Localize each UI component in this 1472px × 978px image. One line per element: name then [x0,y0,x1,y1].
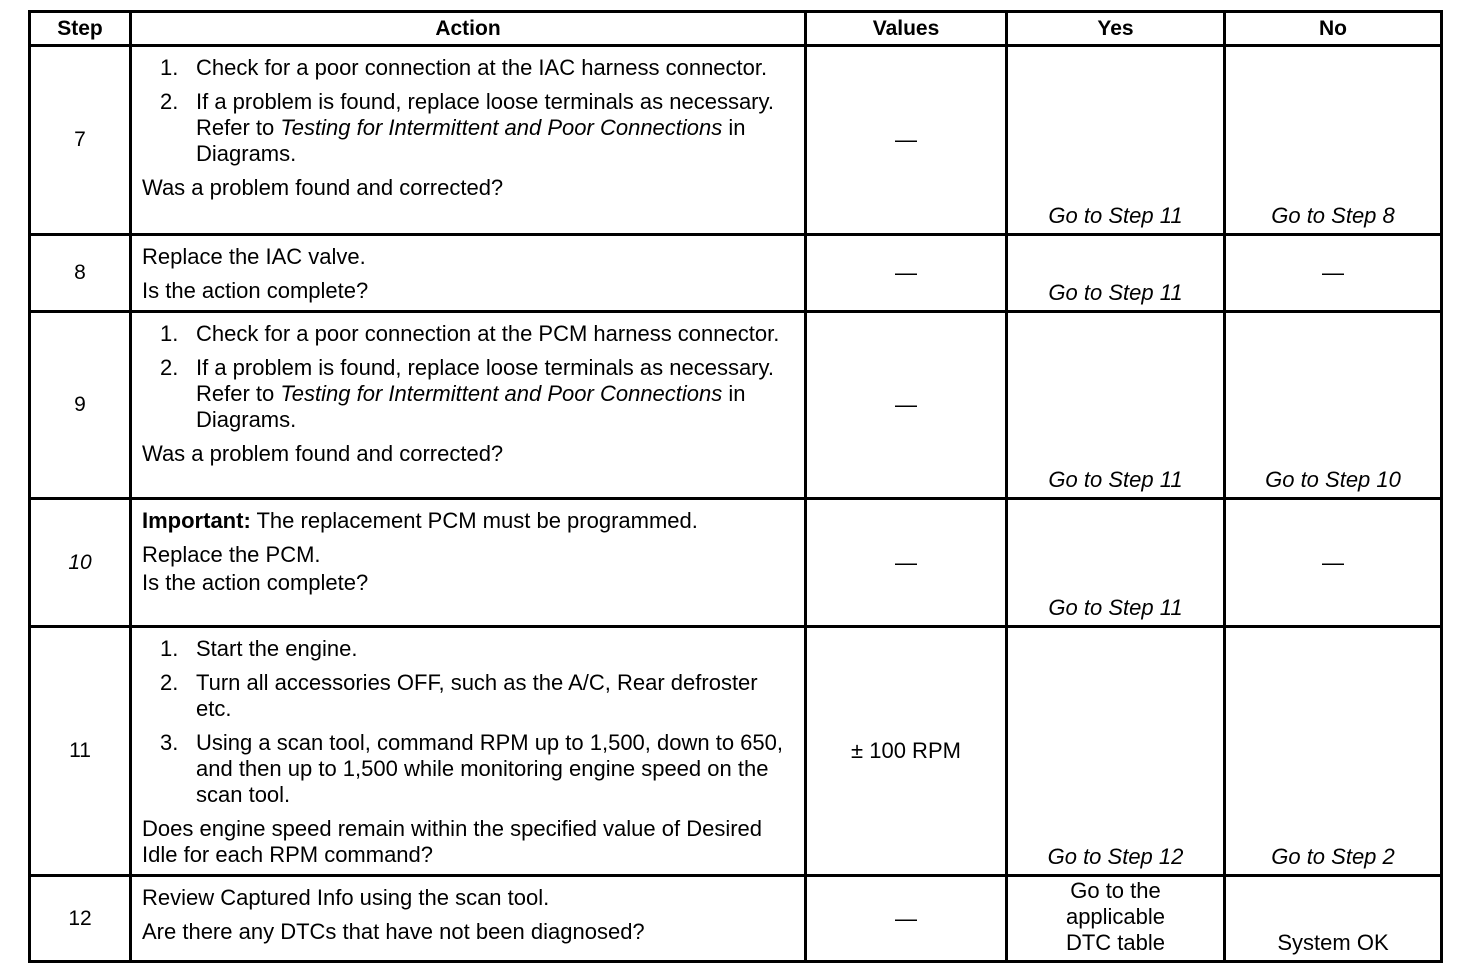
step-number: 8 [30,235,131,312]
no-cell: — [1225,499,1442,627]
step-number: 12 [30,876,131,962]
list-item: 1. Check for a poor connection at the IAC harness connector. [160,55,768,80]
action-cell [131,627,806,876]
no-cell: — [1225,235,1442,312]
list-item: 3. Using a scan tool, command RPM up to 1,500, down to 650, and then up to 1,500 while monitoring engine speed on the scan tool. [160,730,783,807]
list-item: 2. If a problem is found, replace loose terminals as necessary. Refer to Testing for Intermittent and Poor Connections in Diagrams. [160,355,774,432]
question: Was a problem found and corrected? [142,175,504,200]
action-cell [131,312,806,499]
important-note: Important: The replacement PCM must be programmed. [142,508,698,533]
yes-cell: Go to Step 11 [1007,499,1225,627]
reference-link: Testing for Intermittent and Poor Connections [280,381,723,406]
question: Was a problem found and corrected? [142,441,504,466]
no-cell: Go to Step 10 [1225,312,1442,499]
question: Is the action complete? [142,570,369,595]
yes-cell: Go to the applicable DTC table [1007,876,1225,962]
header-row [30,12,1442,46]
action-cell: Important: The replacement PCM must be programmed. Replace the PCM. Is the action complete? [131,499,806,627]
header-no: No [1225,12,1442,46]
list-item: 1. Start the engine. [160,636,358,661]
yes-cell: Go to Step 11 [1007,312,1225,499]
value-cell: ± 100 RPM [806,627,1007,876]
action-cell: Replace the IAC valve. Is the action complete? [131,235,806,312]
table-row-step-10 [30,499,1442,627]
table-row-step-11 [30,627,1442,876]
list-item: 2. If a problem is found, replace loose terminals as necessary. Refer to Testing for Intermittent and Poor Connections in Diagrams. [160,89,774,166]
question: Is the action complete? [142,278,369,303]
table-row-step-7 [30,46,1442,235]
table-row-step-9 [30,312,1442,499]
header-step: Step [30,12,131,46]
yes-cell: Go to Step 11 [1007,235,1225,312]
list-item: 1. Check for a poor connection at the PCM harness connector. [160,321,780,346]
table-row-step-12 [30,876,1442,962]
step-number: 10 [30,499,131,627]
no-cell: Go to Step 8 [1225,46,1442,235]
header-yes: Yes [1007,12,1225,46]
header-action: Action [131,12,806,46]
yes-cell: Go to Step 11 [1007,46,1225,235]
no-cell: System OK [1225,876,1442,962]
question: Does engine speed remain within the specified value of Desired Idle for each RPM command? [142,816,763,867]
reference-link: Testing for Intermittent and Poor Connections [280,115,723,140]
action-cell: Review Captured Info using the scan tool. Are there any DTCs that have not been diagnosed? [131,876,806,962]
step-number: 11 [30,627,131,876]
no-cell: Go to Step 2 [1225,627,1442,876]
question: Are there any DTCs that have not been diagnosed? [142,919,645,944]
step-number: 7 [30,46,131,235]
value-cell: — [806,235,1007,312]
yes-cell: Go to Step 12 [1007,627,1225,876]
value-cell: — [806,876,1007,962]
value-cell: — [806,499,1007,627]
list-item: 2. Turn all accessories OFF, such as the A/C, Rear defroster etc. [160,670,758,721]
value-cell: — [806,46,1007,235]
header-values: Values [806,12,1007,46]
table-row-step-8 [30,235,1442,312]
diagnostic-table [28,10,1443,963]
action-cell [131,46,806,235]
step-number: 9 [30,312,131,499]
value-cell: — [806,312,1007,499]
